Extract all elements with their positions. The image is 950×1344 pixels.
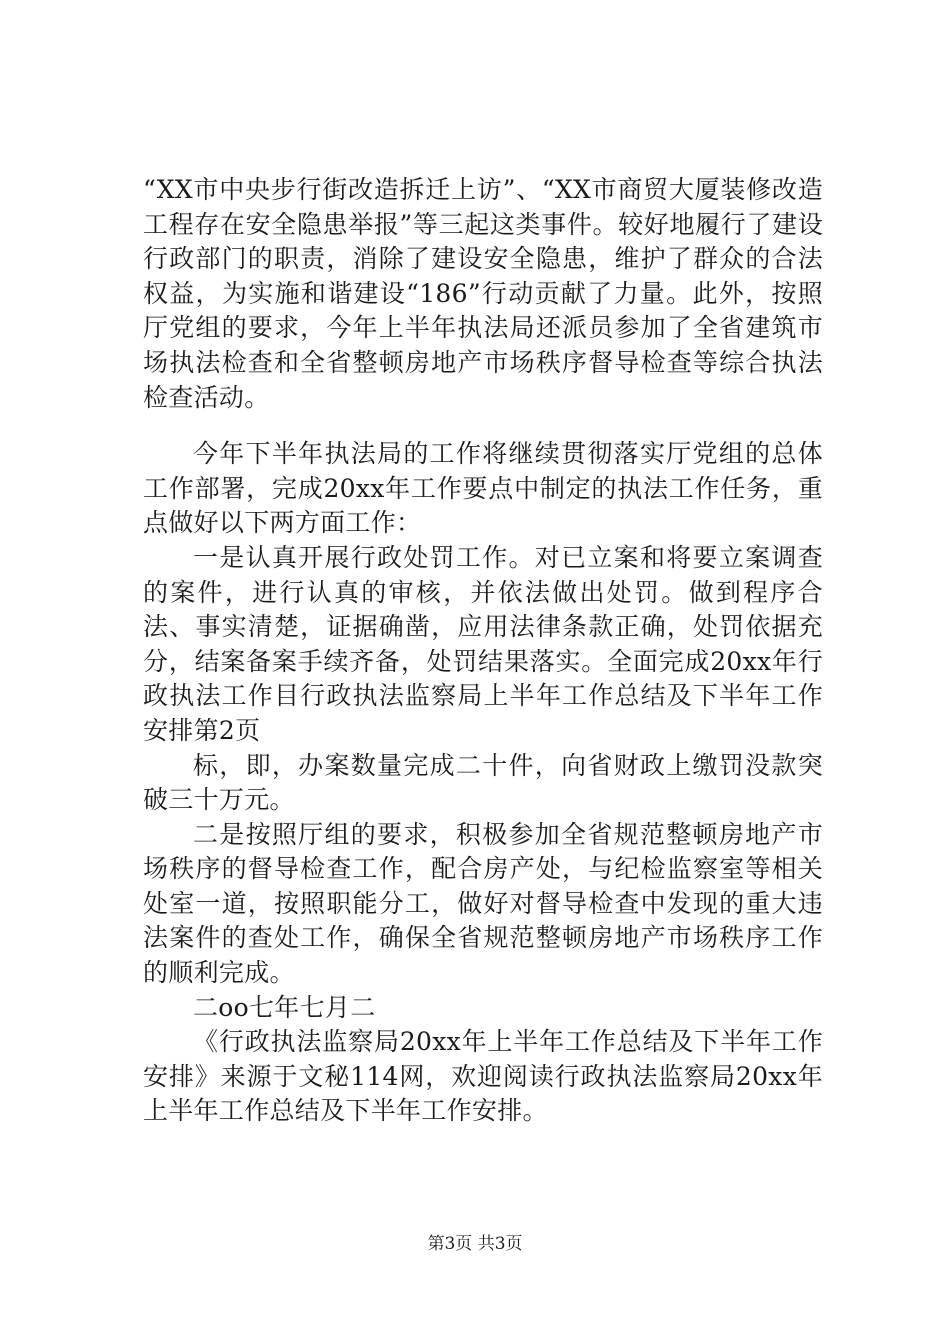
paragraph-continuation: “XX市中央步行街改造拆迁上访”、“XX市商贸大厦装修改造工程存在安全隐患举报”等三起这类事件。较好地履行了建设行政部门的职责，消除了建设安全隐患，维护了群众的合法权益，为实施和谐建设“186”行动贡献了力量。此外，按照厅党组的要求，今年上半年执法局还派员参加了全省建筑市场执法检查和全省整顿房地产市场秩序督导检查等综合执法检查活动。 bbox=[143, 175, 823, 412]
document-body bbox=[143, 173, 823, 1129]
paragraph-task-two: 二是按照厅组的要求，积极参加全省规范整顿房地产市场秩序的督导检查工作，配合房产处，与纪检监察室等相关处室一道，按照职能分工，做好对督导检查中发现的重大违法案件的查处工作，确保全省规范整顿房地产市场秩序工作的顺利完成。 bbox=[143, 819, 823, 988]
paragraph-source-note: 《行政执法监察局20xx年上半年工作总结及下半年工作安排》来源于文秘114网，欢迎阅读行政执法监察局20xx年上半年工作总结及下半年工作安排。 bbox=[143, 1027, 823, 1126]
paragraph-task-one-target: 标，即，办案数量完成二十件，向省财政上缴罚没款突破三十万元。 bbox=[143, 750, 823, 815]
paragraph-date: 二oo七年七月二 bbox=[193, 992, 376, 1022]
paragraph-plan-intro: 今年下半年执法局的工作将继续贯彻落实厅党组的总体工作部署，完成20xx年工作要点中制定的执法工作任务，重点做好以下两方面工作： bbox=[143, 439, 823, 538]
paragraph-task-one: 一是认真开展行政处罚工作。对已立案和将要立案调查的案件，进行认真的审核，并依法做出处罚。做到程序合法、事实清楚，证据确凿，应用法律条款正确，处罚依据充分，结案备案手续齐备，处罚结果落实。全面完成20xx年行政执法工作目行政执法监察局上半年工作总结及下半年工作安排第2页 bbox=[143, 542, 823, 745]
paragraph-gap bbox=[143, 415, 823, 437]
page-footer: 第3页 共3页 bbox=[427, 1234, 523, 1254]
